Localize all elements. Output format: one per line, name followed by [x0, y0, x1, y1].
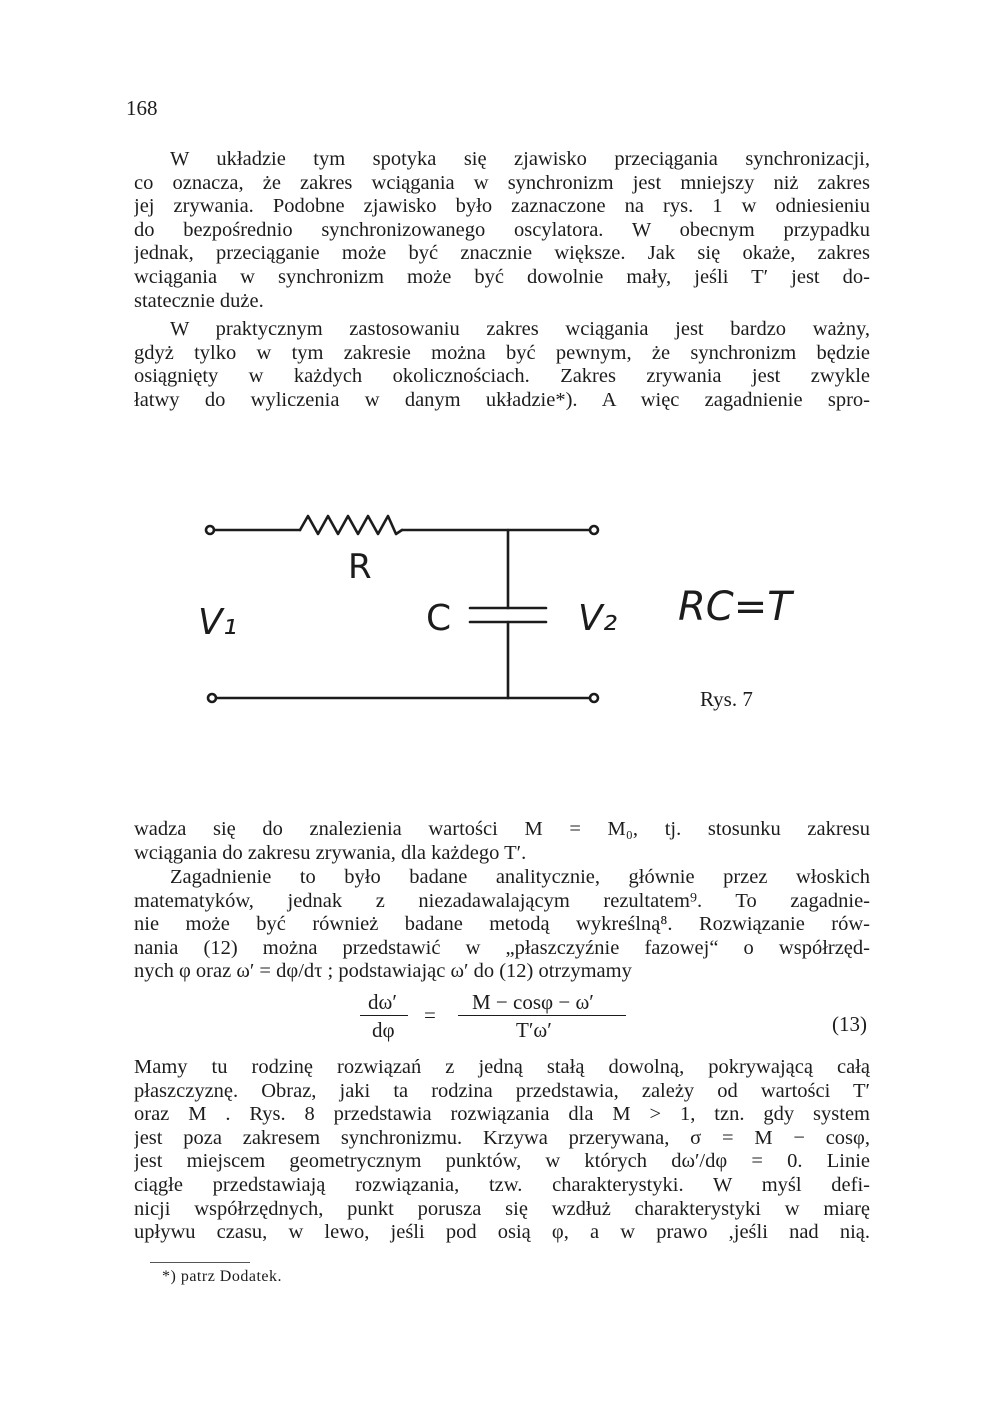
text-line: jednak, przeciąganie może być znacznie większe. Jak się okaże, zakres	[134, 242, 870, 265]
fraction-bar	[458, 1015, 626, 1016]
text-line: wciągania do zakresu zrywania, dla każdego T′.	[134, 841, 527, 864]
text-line: Zagadnienie to było badane analitycznie, głównie przez włoskich	[170, 866, 870, 888]
equation-13	[340, 990, 880, 1050]
text-line: co oznacza, że zakres wciągania w synchronizm jest mniejszy niż zakres	[134, 171, 870, 194]
text-line: do bezpośrednio synchronizowanego oscylatora. W obecnym przypadku	[134, 218, 870, 241]
text-line: oraz M . Rys. 8 przedstawia rozwiązania dla M > 1, tzn. gdy system	[134, 1103, 870, 1126]
equation-lhs-numerator: dω′	[368, 990, 397, 1014]
capacitor-label: C	[426, 598, 452, 639]
paragraph-1	[134, 148, 870, 313]
text-line: nania (12) można przedstawić w „płaszczyźnie fazowej“ o współrzęd-	[134, 936, 870, 959]
resistor-symbol	[300, 516, 402, 534]
text-line: W praktycznym zastosowaniu zakres wciągania jest bardzo ważny,	[170, 318, 870, 340]
output-top-terminal	[590, 526, 598, 534]
paragraph-5	[134, 1056, 870, 1245]
paragraph-3	[134, 818, 870, 865]
text-line: jest poza zakresem synchronizmu. Krzywa przerywana, σ = M − cosφ,	[134, 1126, 870, 1149]
text-line: płaszczyznę. Obraz, jaki ta rodzina przedstawia, zależy od wartości T′	[134, 1079, 870, 1102]
equation-rhs-denominator: T′ω′	[516, 1018, 552, 1042]
text-line: gdyż tylko w tym zakresie można być pewnym, że synchronizm będzie	[134, 341, 870, 364]
footnote: *) patrz Dodatek.	[162, 1268, 283, 1285]
equation-rhs-numerator: M − cosφ − ω′	[472, 990, 594, 1014]
output-voltage-label: V₂	[578, 598, 618, 639]
figure-caption: Rys. 7	[700, 687, 753, 711]
footnote-rule	[150, 1262, 250, 1263]
equation-equals: =	[424, 1003, 436, 1027]
input-voltage-label: V₁	[198, 602, 238, 643]
text-line: jej zrywania. Podobne zjawisko było zaznaczone na rys. 1 w odniesieniu	[134, 195, 870, 218]
text-line: upływu czasu, w lewo, jeśli pod osią φ, a w prawo ,jeśli nad nią.	[134, 1221, 870, 1244]
text-line: łatwy do wyliczenia w danym układzie*). A więc zagadnienie spro-	[134, 388, 870, 411]
output-bottom-terminal	[590, 694, 598, 702]
page-number: 168	[126, 96, 158, 120]
rc-relation: RC=T	[678, 584, 792, 630]
text-line: wciągania w synchronizm może być dowolnie mały, jeśli T′ jest do-	[134, 265, 870, 288]
text-line: nych φ oraz ω′ = dφ/dτ ; podstawiając ω′ do (12) otrzymamy	[134, 960, 632, 983]
text-line: statecznie duże.	[134, 289, 264, 312]
text-line: W układzie tym spotyka się zjawisko przeciągania synchronizacji,	[170, 148, 870, 170]
fraction-bar	[360, 1015, 408, 1016]
text-line: Mamy tu rodzinę rozwiązań z jedną stałą dowolną, pokrywającą całą	[134, 1056, 870, 1078]
paragraph-2	[134, 318, 870, 412]
text-line: osiągnięty w każdych okolicznościach. Zakres zrywania jest zwykle	[134, 365, 870, 388]
text-line: nie może być również badane metodą wykreślną⁸. Rozwiązanie rów-	[134, 913, 870, 936]
paragraph-4	[134, 866, 870, 984]
text-line: ciągłe przedstawiają rozwiązania, tzw. charakterystyki. W myśl defi-	[134, 1173, 870, 1196]
resistor-label: R	[348, 547, 372, 587]
text-line: matematyków, jednak z niezadawalającym rezultatem⁹. To zagadnie-	[134, 889, 870, 912]
equation-lhs-denominator: dφ	[372, 1018, 395, 1042]
text-line: wadza się do znalezienia wartości M = M₀, tj. stosunku zakresu	[134, 818, 870, 840]
text-line: nicji współrzędnych, punkt porusza się wzdłuż charakterystyki w miarę	[134, 1197, 870, 1220]
equation-number: (13)	[832, 1012, 867, 1036]
text-line: jest miejscem geometrycznym punktów, w których dω′/dφ = 0. Linie	[134, 1150, 870, 1173]
